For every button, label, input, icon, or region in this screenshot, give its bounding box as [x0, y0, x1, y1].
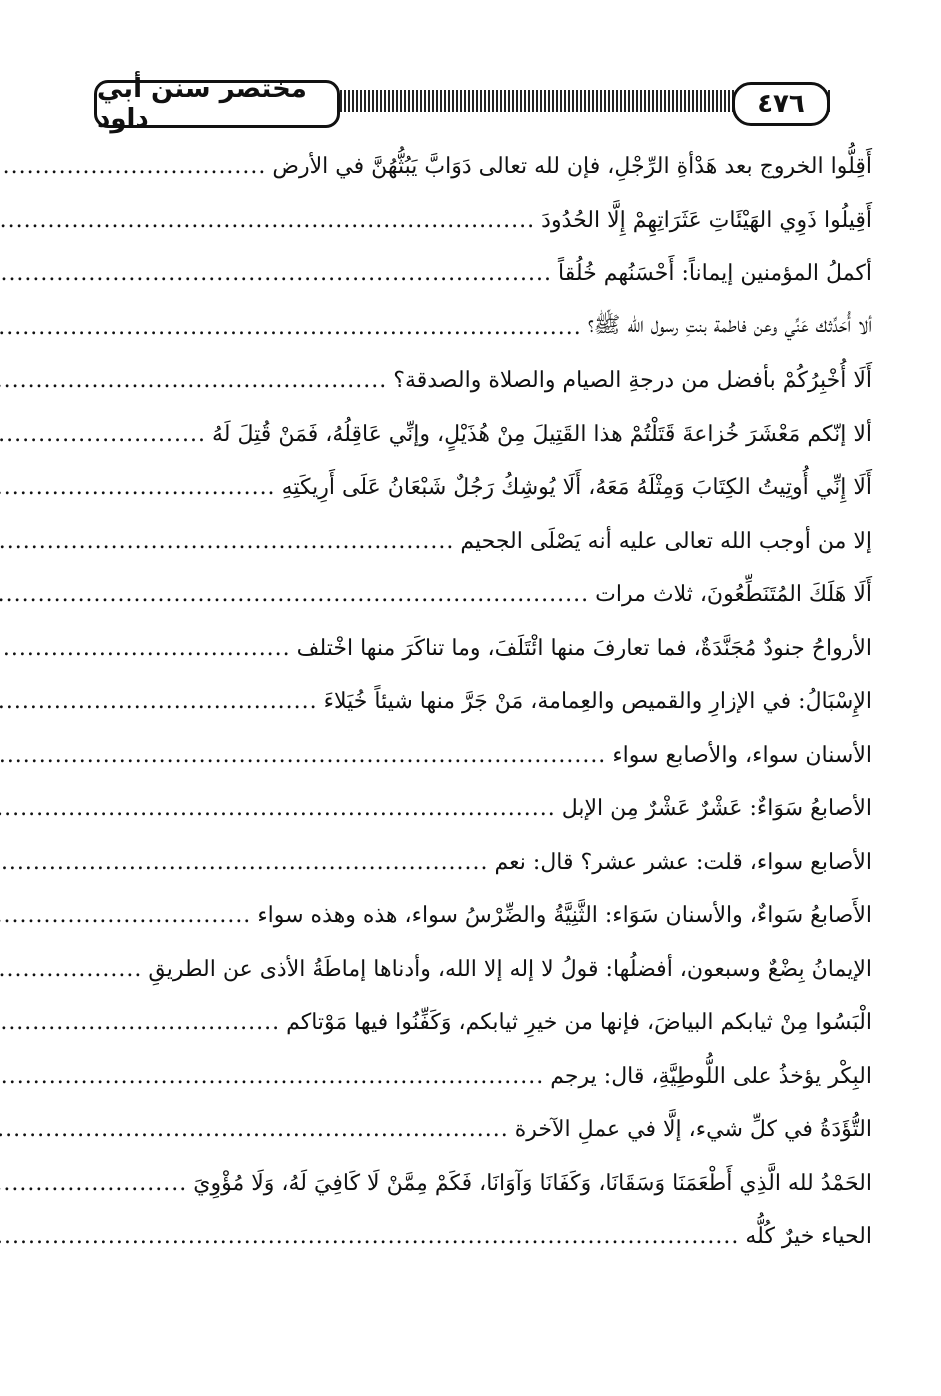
entry-text: أَلَا إِنِّي أُوتِيتُ الكِتَابَ وَمِثْلَهُ مَعَهُ، أَلَا يُوشِكُ رَجُلٌ شَبْعَانُ عَلَى أَرِيكَتِهِ: [281, 475, 872, 501]
entry-text: الأصابعُ سَوَاءٌ: عَشْرٌ عَشْرٌ مِن الإبل: [561, 796, 872, 822]
page-number: ٤٧٦: [732, 82, 830, 126]
index-entry: [96, 568, 872, 622]
index-entry: [96, 996, 872, 1050]
entry-text: ألا أُحَدِّثك عَنِّي وعن فاطمة بنتِ رسول الله ﷺ؟: [587, 313, 872, 339]
index-entry: [96, 943, 872, 997]
leader-dots: [0, 743, 612, 768]
index-list: [96, 140, 872, 1264]
index-entry: [96, 515, 872, 569]
entry-text: الأَصابعُ سَواءٌ، والأسنان سَوَاء: الثَّنِيَّةُ والضِّرْسُ سواء، هذه وهذه سواء: [257, 903, 872, 929]
leader-dots: [0, 529, 460, 554]
index-entry: [96, 1210, 872, 1264]
entry-text: التُّؤَدَةُ في كلِّ شيء، إلَّا في عملِ الآخرة: [514, 1117, 872, 1143]
entry-text: أَقِيلُوا ذَوِي الهَيْئَاتِ عَثَرَاتِهِمْ إِلَّا الحُدُودَ: [541, 207, 872, 233]
leader-dots: [0, 582, 595, 607]
entry-text: أَقِلُّوا الخروج بعد هَدْأةِ الرِّجْلِ، فإن لله تعالى دَوَابَّ يَبُثُّهُنَّ في الأرض: [272, 154, 872, 180]
index-entry: [96, 301, 872, 355]
leader-dots: [0, 1171, 193, 1196]
leader-dots: [0, 1064, 550, 1089]
index-entry: [96, 247, 872, 301]
index-entry: [96, 1103, 872, 1157]
entry-text: الحَمْدُ لله الَّذِي أَطْعَمَنَا وَسَقَانَا، وَكَفَانَا وَآوَانَا، فَكَمْ مِمَّنْ لَا كَافِيَ لَهُ، وَلَا مُؤْوِيَ: [193, 1170, 872, 1196]
leader-dots: [0, 315, 588, 340]
index-entry: [96, 836, 872, 890]
entry-text: ألا إنّكم مَعْشَرَ خُزاعةَ قَتَلْتُمْ هذا القَتِيلَ مِنْ هُذَيْلٍ، وإنِّي عَاقِلُهُ، فَمَنْ قُتِلَ لَهُ: [212, 421, 872, 447]
index-entry: [96, 1050, 872, 1104]
leader-dots: [0, 796, 562, 821]
index-entry: [96, 461, 872, 515]
leader-dots: [0, 636, 297, 661]
entry-text: الأرواحُ جنودٌ مُجَنَّدَةٌ، فما تعارفَ منها ائْتَلَفَ، وما تناكَرَ منها اخْتلف: [296, 635, 872, 661]
index-entry: [96, 354, 872, 408]
index-entry: [96, 194, 872, 248]
entry-text: الأسنان سواء، والأصابع سواء: [612, 742, 872, 768]
index-entry: [96, 622, 872, 676]
book-title: مختصر سنن أبي داود: [94, 80, 340, 128]
entry-text: الإِسْبَالُ: في الإزارِ والقميص والعِمامة، مَنْ جَرَّ منها شيئاً خُيَلاءَ: [323, 689, 872, 715]
page-header: [88, 74, 870, 134]
entry-text: إلا من أوجب الله تعالى عليه أنه يَصْلَى الجحيم: [460, 528, 872, 554]
index-entry: [96, 1157, 872, 1211]
leader-dots: [0, 903, 257, 928]
entry-text: الْبَسُوا مِنْ ثيابكم البياضَ، فإنها من خيرِ ثيابكم، وَكَفِّنُوا فيها مَوْتاكم: [286, 1010, 872, 1036]
index-entry: [96, 889, 872, 943]
entry-text: أَلَا أُخْبِرُكُمْ بأفضل من درجةِ الصيام والصلاة والصدقة؟: [393, 368, 872, 394]
leader-dots: [0, 1117, 515, 1142]
index-entry: [96, 675, 872, 729]
leader-dots: [0, 154, 272, 179]
entry-text: الإيمانُ بِضْعٌ وسبعون، أفضلُها: قولُ لا إله إلا الله، وأدناها إماطَةُ الأذى عن الطريقِ: [148, 956, 872, 982]
leader-dots: [0, 850, 495, 875]
leader-dots: [0, 261, 558, 286]
index-entry: [96, 408, 872, 462]
leader-dots: [0, 475, 282, 500]
entry-text: الحياء خيرٌ كُلُّه: [745, 1224, 872, 1250]
leader-dots: [0, 368, 393, 393]
leader-dots: [0, 1010, 286, 1035]
index-entry: [96, 782, 872, 836]
index-entry: [96, 140, 872, 194]
entry-text: البِكْر يؤخذُ على اللُّوطِيَّةِ، قال: يرجم: [550, 1063, 872, 1089]
leader-dots: [0, 689, 324, 714]
leader-dots: [0, 957, 148, 982]
leader-dots: [0, 1224, 745, 1249]
entry-text: الأصابع سواء، قلت: عشر عشر؟ قال: نعم: [494, 849, 872, 875]
leader-dots: [0, 422, 212, 447]
entry-text: أَلَا هَلَكَ المُتَنَطِّعُونَ، ثلاث مرات: [595, 582, 872, 608]
entry-text: أكملُ المؤمنين إيماناً: أَحْسَنُهم خُلُقاً: [557, 261, 872, 287]
index-entry: [96, 729, 872, 783]
leader-dots: [0, 208, 541, 233]
